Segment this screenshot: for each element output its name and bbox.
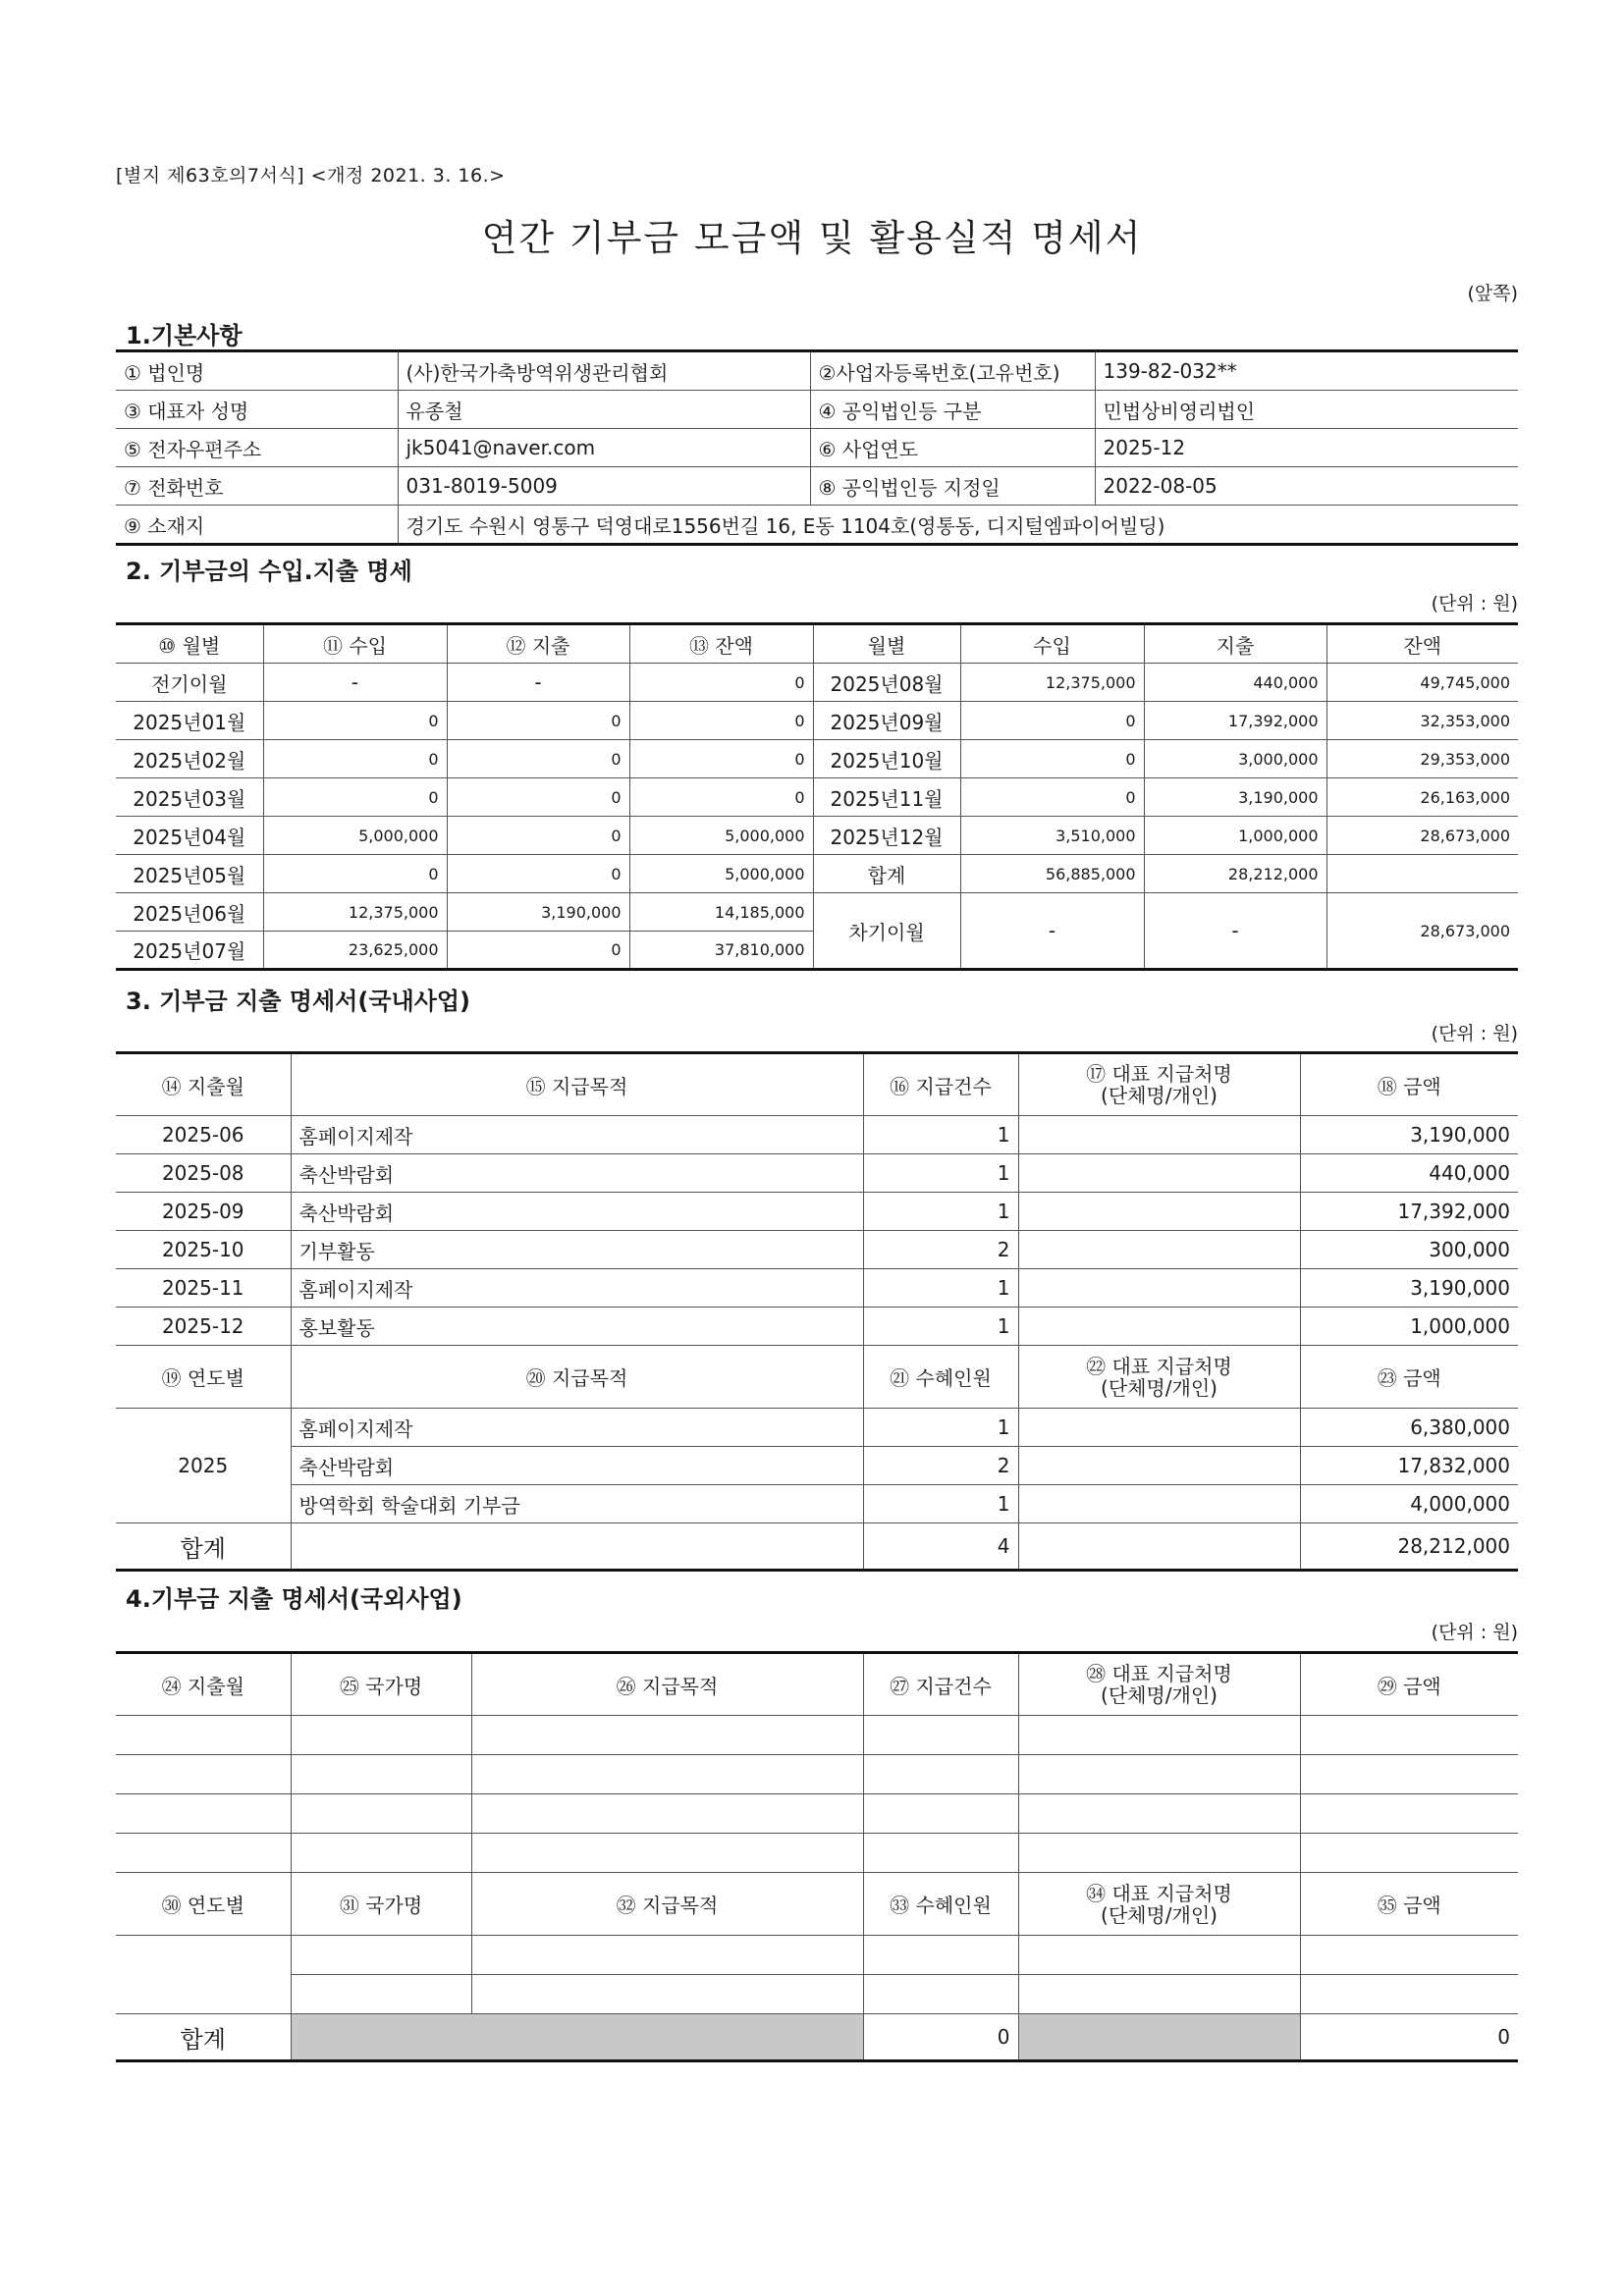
expense-cell: 1,000,000 xyxy=(1144,817,1326,855)
empty-cell xyxy=(1300,1834,1518,1873)
address-row xyxy=(116,506,1518,545)
table-row xyxy=(116,740,1518,778)
col-header-recipient xyxy=(1018,1053,1300,1116)
address-label: ⑨ 소재지 xyxy=(116,506,398,545)
beneficiaries-cell: 1 xyxy=(863,1409,1018,1447)
income-cell: - xyxy=(263,664,447,702)
balance-cell: 5,000,000 xyxy=(629,817,813,855)
shaded-cell xyxy=(291,2014,863,2061)
expense-cell: 3,000,000 xyxy=(1144,740,1326,778)
month-cell: 2025년06월 xyxy=(116,893,263,932)
col-header-expense: ⑫ 지출 xyxy=(447,624,629,664)
amount-cell: 440,000 xyxy=(1300,1154,1518,1193)
month-cell: 2025년12월 xyxy=(813,817,960,855)
expense-cell: 0 xyxy=(447,740,629,778)
income-cell: 12,375,000 xyxy=(960,664,1144,702)
col-header-beneficiaries: ㉑ 수혜인원 xyxy=(863,1346,1018,1409)
col-header-recipient xyxy=(1018,1873,1300,1936)
recipient-cell xyxy=(1018,1308,1300,1346)
balance-cell: 0 xyxy=(629,664,813,702)
count-cell: 1 xyxy=(863,1154,1018,1193)
table-row xyxy=(116,1231,1518,1269)
col-header-amount: ㉙ 금액 xyxy=(1300,1653,1518,1716)
section2-title: 2. 기부금의 수입.지출 명세 xyxy=(126,558,412,585)
total-purpose-cell xyxy=(291,1523,863,1571)
total-label: 합계 xyxy=(116,1523,291,1571)
table-header-row xyxy=(116,1653,1518,1716)
total-amount: 0 xyxy=(1300,2014,1518,2061)
month-cell: 2025-08 xyxy=(116,1154,291,1193)
balance-cell: 5,000,000 xyxy=(629,855,813,893)
col-header-country: ㉕ 국가명 xyxy=(291,1653,471,1716)
basic-info-row xyxy=(116,429,1518,467)
balance-cell: 0 xyxy=(629,702,813,740)
phone-label: ⑦ 전화번호 xyxy=(116,467,398,506)
expense-cell: 0 xyxy=(447,817,629,855)
expense-cell: 3,190,000 xyxy=(1144,778,1326,817)
empty-cell xyxy=(291,1834,471,1873)
month-cell: 2025년04월 xyxy=(116,817,263,855)
col-header-month: ⑩ 월별 xyxy=(116,624,263,664)
expense-cell: 0 xyxy=(447,778,629,817)
beneficiaries-cell: 1 xyxy=(863,1485,1018,1523)
recipient-cell xyxy=(1018,1116,1300,1154)
carry-forward-balance-cell: 28,673,000 xyxy=(1326,893,1518,970)
col-header-purpose: ㉜ 지급목적 xyxy=(471,1873,863,1936)
purpose-cell: 홈페이지제작 xyxy=(291,1269,863,1308)
corp-name-value: (사)한국가축방역위생관리협회 xyxy=(398,351,810,391)
table-row xyxy=(116,664,1518,702)
total-amount: 28,212,000 xyxy=(1300,1523,1518,1571)
unit-label: (단위 : 원) xyxy=(1431,593,1518,614)
empty-year-cell xyxy=(116,1936,291,2014)
corp-name-label: ① 법인명 xyxy=(116,351,398,391)
col-header-year: ⑲ 연도별 xyxy=(116,1346,291,1409)
month-cell: 2025년03월 xyxy=(116,778,263,817)
col-header-purpose: ⑮ 지급목적 xyxy=(291,1053,863,1116)
total-row xyxy=(116,2014,1518,2061)
empty-cell xyxy=(471,1794,863,1834)
income-cell: 23,625,000 xyxy=(263,932,447,970)
purpose-cell: 축산박람회 xyxy=(291,1447,863,1485)
unit-label: (단위 : 원) xyxy=(1431,1622,1518,1643)
month-cell: 2025년10월 xyxy=(813,740,960,778)
col-header-balance: ⑬ 잔액 xyxy=(629,624,813,664)
fiscal-year-value: 2025-12 xyxy=(1095,429,1518,467)
phone-value: 031-8019-5009 xyxy=(398,467,810,506)
income-cell: 0 xyxy=(263,702,447,740)
month-cell: 2025-12 xyxy=(116,1308,291,1346)
empty-cell xyxy=(471,1755,863,1794)
amount-cell: 6,380,000 xyxy=(1300,1409,1518,1447)
recipient-header-line1: ㉞ 대표 지급처명 xyxy=(1086,1881,1232,1905)
table-row xyxy=(116,1193,1518,1231)
empty-cell xyxy=(1300,1794,1518,1834)
fiscal-year-label: ⑥ 사업연도 xyxy=(810,429,1095,467)
business-reg-label: ②사업자등록번호(고유번호) xyxy=(810,351,1095,391)
income-cell: 12,375,000 xyxy=(263,893,447,932)
representative-value: 유종철 xyxy=(398,391,810,429)
count-cell: 1 xyxy=(863,1193,1018,1231)
col-header-balance-2: 잔액 xyxy=(1326,624,1518,664)
recipient-header-line2: (단체명/개인) xyxy=(1101,1375,1218,1400)
balance-cell: 0 xyxy=(629,740,813,778)
table-header-row xyxy=(116,624,1518,664)
empty-cell xyxy=(1300,1755,1518,1794)
expense-cell: 440,000 xyxy=(1144,664,1326,702)
empty-cell xyxy=(1018,1794,1300,1834)
col-header-purpose: ㉖ 지급목적 xyxy=(471,1653,863,1716)
income-cell: 0 xyxy=(960,702,1144,740)
table-row xyxy=(116,893,1518,932)
purpose-cell: 홈페이지제작 xyxy=(291,1116,863,1154)
recipient-header-line2: (단체명/개인) xyxy=(1101,1683,1218,1707)
empty-cell xyxy=(116,1834,291,1873)
empty-cell xyxy=(863,1716,1018,1755)
balance-cell: 32,353,000 xyxy=(1326,702,1518,740)
recipient-cell xyxy=(1018,1154,1300,1193)
recipient-header-line1: ㉘ 대표 지급처명 xyxy=(1086,1662,1232,1685)
count-cell: 2 xyxy=(863,1231,1018,1269)
table-row xyxy=(116,702,1518,740)
amount-cell: 17,392,000 xyxy=(1300,1193,1518,1231)
empty-cell xyxy=(471,1834,863,1873)
empty-cell xyxy=(1300,1975,1518,2014)
col-header-amount: ⑱ 금액 xyxy=(1300,1053,1518,1116)
balance-cell: 0 xyxy=(629,778,813,817)
corp-type-label: ④ 공익법인등 구분 xyxy=(810,391,1095,429)
col-header-month-2: 월별 xyxy=(813,624,960,664)
expense-cell: 0 xyxy=(447,702,629,740)
income-cell: 0 xyxy=(263,855,447,893)
income-cell: 0 xyxy=(263,778,447,817)
total-row xyxy=(116,1523,1518,1571)
table-row xyxy=(116,1269,1518,1308)
month-cell: 2025-06 xyxy=(116,1116,291,1154)
total-recipient-cell xyxy=(1018,1523,1300,1571)
empty-cell xyxy=(863,1936,1018,1975)
empty-cell xyxy=(863,1755,1018,1794)
business-reg-value: 139-82-032** xyxy=(1095,351,1518,391)
designation-date-label: ⑧ 공익법인등 지정일 xyxy=(810,467,1095,506)
carry-forward-expense-cell: - xyxy=(1144,893,1326,970)
table-row xyxy=(116,1755,1518,1794)
carry-forward-income-cell: - xyxy=(960,893,1144,970)
table-row xyxy=(116,1936,1518,1975)
month-cell: 2025년11월 xyxy=(813,778,960,817)
balance-cell: 26,163,000 xyxy=(1326,778,1518,817)
recipient-header-line2: (단체명/개인) xyxy=(1101,1084,1218,1107)
designation-date-value: 2022-08-05 xyxy=(1095,467,1518,506)
purpose-cell: 홈페이지제작 xyxy=(291,1409,863,1447)
table-row xyxy=(116,817,1518,855)
empty-cell xyxy=(471,1936,863,1975)
month-cell: 2025년09월 xyxy=(813,702,960,740)
purpose-cell: 홍보활동 xyxy=(291,1308,863,1346)
recipient-cell xyxy=(1018,1231,1300,1269)
col-header-income: ⑪ 수입 xyxy=(263,624,447,664)
balance-cell: 29,353,000 xyxy=(1326,740,1518,778)
month-cell: 2025년01월 xyxy=(116,702,263,740)
table-row xyxy=(116,1447,1518,1485)
unit-label: (단위 : 원) xyxy=(1431,1023,1518,1044)
month-cell: 2025-11 xyxy=(116,1269,291,1308)
expense-cell: 0 xyxy=(447,855,629,893)
table-row xyxy=(116,1975,1518,2014)
empty-cell xyxy=(116,1755,291,1794)
month-cell: 2025-09 xyxy=(116,1193,291,1231)
recipient-header-line1: ⑰ 대표 지급처명 xyxy=(1086,1062,1232,1086)
total-label-cell: 합계 xyxy=(813,855,960,893)
empty-cell xyxy=(1300,1936,1518,1975)
total-label: 합계 xyxy=(116,2014,291,2061)
col-header-year: ㉚ 연도별 xyxy=(116,1873,291,1936)
total-count: 0 xyxy=(863,2014,1018,2061)
month-cell: 2025년08월 xyxy=(813,664,960,702)
col-header-income-2: 수입 xyxy=(960,624,1144,664)
front-page-label: (앞쪽) xyxy=(1467,283,1518,304)
table-row xyxy=(116,1116,1518,1154)
col-header-expense-month: ㉔ 지출월 xyxy=(116,1653,291,1716)
col-header-expense-2: 지출 xyxy=(1144,624,1326,664)
col-header-beneficiaries: ㉝ 수혜인원 xyxy=(863,1873,1018,1936)
col-header-country: ㉛ 국가명 xyxy=(291,1873,471,1936)
recipient-cell xyxy=(1018,1269,1300,1308)
empty-cell xyxy=(116,1716,291,1755)
income-cell: 0 xyxy=(960,740,1144,778)
empty-cell xyxy=(291,1755,471,1794)
purpose-cell: 축산박람회 xyxy=(291,1193,863,1231)
basic-info-row xyxy=(116,391,1518,429)
col-header-recipient xyxy=(1018,1653,1300,1716)
count-cell: 1 xyxy=(863,1269,1018,1308)
amount-cell: 4,000,000 xyxy=(1300,1485,1518,1523)
section1-title: 1.기본사항 xyxy=(126,322,243,349)
table-row xyxy=(116,855,1518,893)
table-header-row xyxy=(116,1873,1518,1936)
expense-cell: - xyxy=(447,664,629,702)
balance-cell: 28,673,000 xyxy=(1326,817,1518,855)
col-header-amount: ㉟ 금액 xyxy=(1300,1873,1518,1936)
empty-cell xyxy=(291,1794,471,1834)
email-value: jk5041@naver.com xyxy=(398,429,810,467)
col-header-expense-month: ⑭ 지출월 xyxy=(116,1053,291,1116)
empty-cell xyxy=(471,1975,863,2014)
amount-cell: 300,000 xyxy=(1300,1231,1518,1269)
table-header-row xyxy=(116,1346,1518,1409)
expense-cell: 17,392,000 xyxy=(1144,702,1326,740)
recipient-header-line2: (단체명/개인) xyxy=(1101,1902,1218,1927)
table-row xyxy=(116,778,1518,817)
table-row xyxy=(116,1716,1518,1755)
count-cell: 1 xyxy=(863,1308,1018,1346)
empty-cell xyxy=(863,1975,1018,2014)
domestic-expense-table xyxy=(116,1051,1518,1572)
empty-cell xyxy=(291,1716,471,1755)
basic-info-row xyxy=(116,467,1518,506)
basic-info-table xyxy=(116,349,1518,546)
recipient-header-line1: ㉒ 대표 지급처명 xyxy=(1086,1354,1232,1378)
balance-cell: 49,745,000 xyxy=(1326,664,1518,702)
total-expense-cell: 28,212,000 xyxy=(1144,855,1326,893)
col-header-recipient xyxy=(1018,1346,1300,1409)
col-header-amount: ㉓ 금액 xyxy=(1300,1346,1518,1409)
empty-cell xyxy=(1018,1834,1300,1873)
recipient-cell xyxy=(1018,1447,1300,1485)
table-row xyxy=(116,1308,1518,1346)
purpose-cell: 기부활동 xyxy=(291,1231,863,1269)
year-cell: 2025 xyxy=(116,1409,291,1523)
count-cell: 1 xyxy=(863,1116,1018,1154)
empty-cell xyxy=(1018,1975,1300,2014)
empty-cell xyxy=(1300,1716,1518,1755)
empty-cell xyxy=(1018,1755,1300,1794)
email-label: ⑤ 전자우편주소 xyxy=(116,429,398,467)
shaded-cell xyxy=(1018,2014,1300,2061)
expense-cell: 0 xyxy=(447,932,629,970)
empty-cell xyxy=(1018,1936,1300,1975)
income-cell: 0 xyxy=(263,740,447,778)
section4-title: 4.기부금 지출 명세서(국외사업) xyxy=(126,1585,462,1613)
total-count: 4 xyxy=(863,1523,1018,1571)
month-cell: 2025-10 xyxy=(116,1231,291,1269)
empty-cell xyxy=(863,1834,1018,1873)
basic-info-row xyxy=(116,351,1518,391)
amount-cell: 17,832,000 xyxy=(1300,1447,1518,1485)
form-reference: [별지 제63호의7서식] <개정 2021. 3. 16.> xyxy=(116,165,506,187)
income-cell: 5,000,000 xyxy=(263,817,447,855)
income-cell: 3,510,000 xyxy=(960,817,1144,855)
empty-cell xyxy=(1018,1716,1300,1755)
corp-type-value: 민법상비영리법인 xyxy=(1095,391,1518,429)
empty-cell xyxy=(291,1975,471,2014)
table-row xyxy=(116,1834,1518,1873)
table-row xyxy=(116,1485,1518,1523)
overseas-expense-table xyxy=(116,1651,1518,2062)
month-cell: 2025년02월 xyxy=(116,740,263,778)
amount-cell: 1,000,000 xyxy=(1300,1308,1518,1346)
balance-cell: 14,185,000 xyxy=(629,893,813,932)
carry-forward-label-cell: 차기이월 xyxy=(813,893,960,970)
empty-cell xyxy=(291,1936,471,1975)
table-header-row xyxy=(116,1053,1518,1116)
amount-cell: 3,190,000 xyxy=(1300,1269,1518,1308)
col-header-purpose: ⑳ 지급목적 xyxy=(291,1346,863,1409)
empty-cell xyxy=(116,1794,291,1834)
total-income-cell: 56,885,000 xyxy=(960,855,1144,893)
table-row xyxy=(116,1409,1518,1447)
balance-cell: 37,810,000 xyxy=(629,932,813,970)
monthly-income-expense-table xyxy=(116,622,1518,971)
beneficiaries-cell: 2 xyxy=(863,1447,1018,1485)
representative-label: ③ 대표자 성명 xyxy=(116,391,398,429)
section3-title: 3. 기부금 지출 명세서(국내사업) xyxy=(126,988,471,1015)
total-balance-cell xyxy=(1326,855,1518,893)
month-cell: 2025년05월 xyxy=(116,855,263,893)
purpose-cell: 방역학회 학술대회 기부금 xyxy=(291,1485,863,1523)
empty-cell xyxy=(863,1794,1018,1834)
amount-cell: 3,190,000 xyxy=(1300,1116,1518,1154)
recipient-cell xyxy=(1018,1193,1300,1231)
address-value: 경기도 수원시 영통구 덕영대로1556번길 16, E동 1104호(영통동, 디지털엠파이어빌딩) xyxy=(398,506,1518,545)
empty-cell xyxy=(471,1716,863,1755)
document-title: 연간 기부금 모금액 및 활용실적 명세서 xyxy=(481,217,1143,259)
col-header-count: ⑯ 지급건수 xyxy=(863,1053,1018,1116)
recipient-cell xyxy=(1018,1485,1300,1523)
col-header-count: ㉗ 지급건수 xyxy=(863,1653,1018,1716)
recipient-cell xyxy=(1018,1409,1300,1447)
table-row xyxy=(116,1794,1518,1834)
purpose-cell: 축산박람회 xyxy=(291,1154,863,1193)
expense-cell: 3,190,000 xyxy=(447,893,629,932)
month-cell: 전기이월 xyxy=(116,664,263,702)
month-cell: 2025년07월 xyxy=(116,932,263,970)
table-row xyxy=(116,1154,1518,1193)
income-cell: 0 xyxy=(960,778,1144,817)
